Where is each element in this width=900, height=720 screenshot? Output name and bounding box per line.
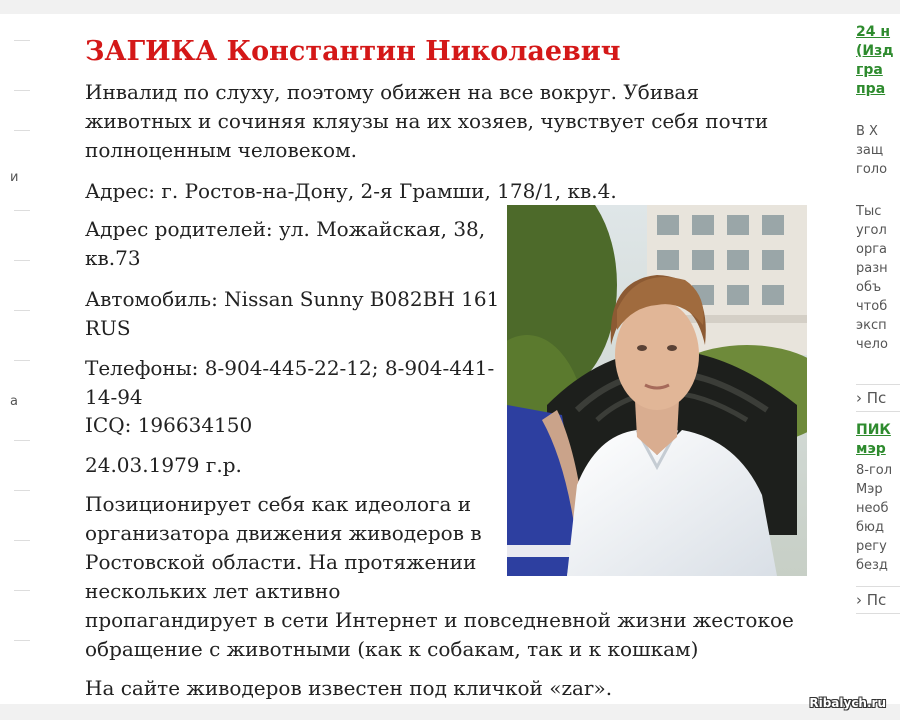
sidebar-news-excerpt-2: Тыс угол орга разн объ чтоб эксп чело bbox=[856, 204, 888, 352]
sidebar-news-link-1[interactable]: 24 н (Изд гра пра bbox=[856, 24, 894, 97]
divider bbox=[14, 260, 30, 261]
divider bbox=[14, 590, 30, 591]
nickname-line: На сайте живодеров известен под кличкой «zar». bbox=[85, 676, 613, 700]
divider bbox=[14, 440, 30, 441]
bio-paragraph-part2: пропагандирует в сети Интернет и повседневной жизни жестокое обращение с животными (как к собакам, так и к кошкам) bbox=[85, 608, 794, 661]
car-info: Автомобиль: Nissan Sunny В082ВН 161 RUS bbox=[85, 287, 500, 340]
left-fragment: и bbox=[10, 170, 19, 185]
divider bbox=[14, 540, 30, 541]
portrait-photo bbox=[507, 205, 807, 576]
divider bbox=[14, 310, 30, 311]
birth-date: 24.03.1979 г.р. bbox=[85, 453, 242, 477]
phones: Телефоны: 8-904-445-22-12; 8-904-441-14-94 bbox=[85, 356, 495, 409]
sidebar-news-excerpt-3: 8-гол Мэр необ бюд регу безд bbox=[856, 463, 893, 573]
divider bbox=[14, 130, 30, 131]
sidebar-news-link-2[interactable]: ПИК мэр bbox=[856, 422, 891, 457]
address-line: Адрес: г. Ростов-на-Дону, 2-я Грамши, 178/1, кв.4. bbox=[85, 179, 617, 203]
sidebar-news-excerpt-1: В Х защ голо bbox=[856, 124, 888, 177]
left-fragment: а bbox=[10, 394, 18, 409]
divider bbox=[14, 40, 30, 41]
right-sidebar bbox=[842, 14, 900, 704]
divider bbox=[14, 360, 30, 361]
divider bbox=[14, 490, 30, 491]
watermark: Ribalych.ru bbox=[809, 696, 886, 710]
divider bbox=[14, 90, 30, 91]
article-content bbox=[30, 14, 842, 704]
intro-paragraph: Инвалид по слуху, поэтому обижен на все вокруг. Убивая животных и сочиняя кляузы на их хозяев, чувствует себя почти полноценным человеком. bbox=[85, 80, 769, 162]
page-title: ЗАГИКА Константин Николаевич bbox=[85, 36, 621, 67]
divider bbox=[14, 210, 30, 211]
sidebar-more-link-2[interactable]: › Пс bbox=[856, 586, 900, 614]
sidebar-more-link-1[interactable]: › Пс bbox=[856, 384, 900, 412]
bio-paragraph-part1: Позиционирует себя как идеолога и организатора движения живодеров в Ростовской области. На протяжении нескольких лет активно bbox=[85, 492, 482, 603]
parents-address: Адрес родителей: ул. Можайская, 38, кв.73 bbox=[85, 217, 486, 270]
icq-number: ICQ: 196634150 bbox=[85, 413, 253, 437]
left-column-strip bbox=[0, 14, 30, 704]
divider bbox=[14, 640, 30, 641]
